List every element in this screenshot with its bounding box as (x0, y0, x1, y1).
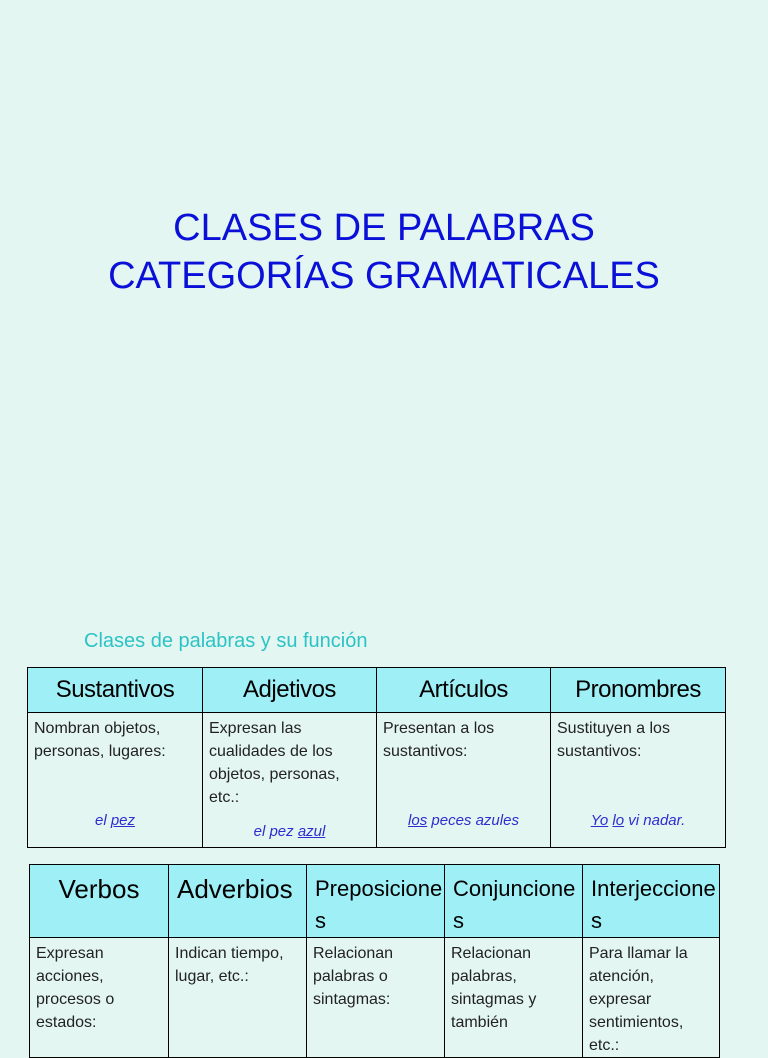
word-classes-table-1 (27, 667, 726, 848)
cell-pronombres (551, 713, 726, 848)
description-sustantivos: Nombran objetos, personas, lugares: (34, 720, 166, 760)
cell-conjunciones (445, 938, 583, 1058)
example-text: el (94, 812, 111, 829)
description-pronombres: Sustituyen a los sustantivos: (557, 720, 670, 760)
header-verbos: Verbos (30, 865, 169, 938)
table-row (30, 938, 720, 1058)
cell-preposiciones (307, 938, 445, 1058)
cell-adjetivos (203, 713, 377, 848)
header-articulos: Artículos (377, 668, 551, 713)
page-title (0, 204, 768, 300)
header-conjunciones: Conjunciones (445, 865, 583, 938)
header-preposiciones: Preposiciones (307, 865, 445, 938)
table-header-row (28, 668, 726, 713)
description-adverbios: Indican tiempo, lugar, etc.: (175, 945, 284, 985)
example-sustantivos (28, 812, 202, 829)
header-pronombres: Pronombres (551, 668, 726, 713)
cell-sustantivos (28, 713, 203, 848)
example-underlined: pez (110, 812, 136, 829)
header-adjetivos: Adjetivos (203, 668, 377, 713)
word-classes-table-2 (29, 864, 720, 1058)
table-header-row (30, 865, 720, 938)
example-text: peces azules (427, 812, 519, 829)
example-adjetivos (203, 823, 376, 840)
header-interjecciones: Interjecciones (583, 865, 720, 938)
description-preposiciones: Relacionan palabras o sintagmas: (313, 945, 394, 1008)
table-row (28, 713, 726, 848)
section-subtitle: Clases de palabras y su función (84, 630, 368, 652)
title-line-2: CATEGORÍAS GRAMATICALES (108, 255, 660, 297)
example-text: el pez (253, 823, 298, 840)
example-articulos (377, 812, 550, 829)
description-interjecciones: Para llamar la atención, expresar sentimientos, etc.: (589, 945, 688, 1054)
cell-articulos (377, 713, 551, 848)
example-underlined: azul (297, 823, 326, 840)
example-text: vi nadar. (624, 812, 686, 829)
cell-verbos (30, 938, 169, 1058)
example-underlined: Yo (590, 812, 609, 829)
title-line-1: CLASES DE PALABRAS (173, 207, 595, 249)
header-adverbios: Adverbios (169, 865, 307, 938)
header-sustantivos: Sustantivos (28, 668, 203, 713)
cell-interjecciones (583, 938, 720, 1058)
description-verbos: Expresan acciones, procesos o estados: (36, 945, 115, 1031)
description-articulos: Presentan a los sustantivos: (383, 720, 495, 760)
example-pronombres (551, 812, 725, 829)
description-adjetivos: Expresan las cualidades de los objetos, personas, etc.: (209, 720, 340, 806)
cell-adverbios (169, 938, 307, 1058)
example-underlined-2: lo (612, 812, 625, 829)
example-underlined: los (408, 812, 428, 829)
description-conjunciones: Relacionan palabras, sintagmas y también (451, 945, 537, 1031)
